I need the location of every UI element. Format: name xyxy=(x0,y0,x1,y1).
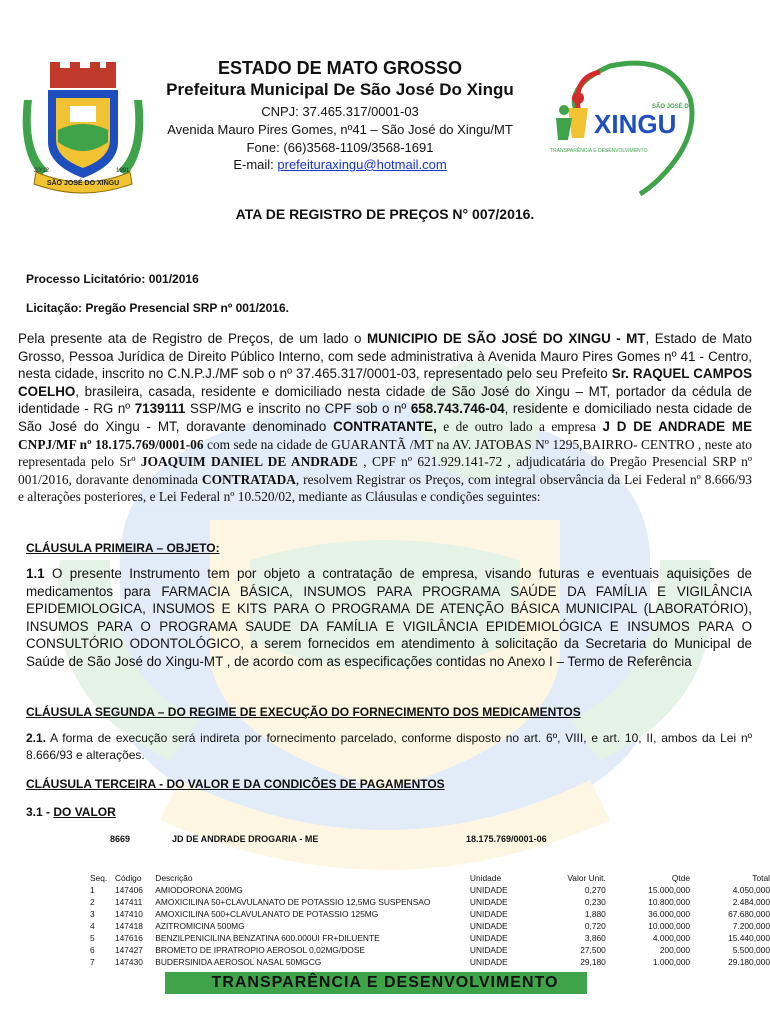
clause-3-title: CLÁUSULA TERCEIRA - DO VALOR E DA CONDICÕES DE PAGAMENTOS xyxy=(26,777,445,791)
logo-tagline: TRANSPARÊNCIA E DESENVOLVIMENTO xyxy=(550,148,648,154)
table-row: 7 147430 BUDERSINIDA AEROSOL NASAL 50MGCG UNIDADE 29,180 1.000,000 29.180,000 xyxy=(90,957,770,967)
table-row: 6 147427 BROMETO DE IPRATROPIO AEROSOL 0,02MG/DOSE UNIDADE 27,500 200,000 5.500,000 xyxy=(90,945,770,955)
table-row: 5 147616 BENZILPENICILINA BENZATINA 600.000UI FR+DILUENTE UNIDADE 3,860 4.000,000 15.440,000 xyxy=(90,933,770,943)
cnpj-line: CNPJ: 37.465.317/0001-03 xyxy=(261,104,419,119)
supplier-name: JD DE ANDRADE DROGARIA - ME xyxy=(172,834,319,844)
footer-slogan: TRANSPARÊNCIA E DESENVOLVIMENTO xyxy=(211,974,559,991)
email-link[interactable]: prefeituraxingu@hotmail.com xyxy=(277,157,447,172)
logo-small-text: SÃO JOSÉ DO xyxy=(652,104,694,110)
clause-1-text: 1.1 O presente Instrumento tem por objeto a contratação de empresa, visando futuras e eventuais aquisições de medicamentos para FARMACIA BÁSICA, INSUMOS PARA PROGRAMA SAÚDE DA FAMÍLIA E VIGILÂNCIA EPIDEMIOLOGICA, INSUMOS E KITS PARA O PROGRAMA DE ATENÇÃO BÁSICA MUNICIPAL (LABORATÓRIO), INSUMOS PARA O PROGRAMA SAUDE DA FAMÍLIA E VIGILÂNCIA EPIDEMIOLÓGICA E INSUMOS PARA O CONSULTÓRIO ODONTOLÓGICO, a serem fornecidos em atendimento à solicitação da Secretaria do Municipal de Saúde de São José do Xingu-MT , de acordo com as especificações contidas no Anexo I – Termo de Referência xyxy=(26,566,752,669)
crest-year-left: 20/12 xyxy=(34,168,50,174)
items-table xyxy=(90,872,770,968)
table-header: Seq. Código Descrição Unidade Valor Unit. Qtde Total xyxy=(90,873,770,883)
supplier-code: 8669 xyxy=(110,834,131,844)
email-label: E-mail: xyxy=(233,157,278,172)
table-row: 3 147410 AMOXICILINA 500+CLAVULANATO DE POTASSIO 125MG UNIDADE 1,880 36.000,000 67.680,000 xyxy=(90,909,770,919)
state-title: ESTADO DE MATO GROSSO xyxy=(217,58,463,78)
clause-2-text: 2.1. A forma de execução será indireta por fornecimento parcelado, conforme disposto no art. 6º, VIII, e art. 10, II, ambos da Lei nº 8.666/93 e alterações. xyxy=(26,731,752,762)
document-title: ATA DE REGISTRO DE PREÇOS N° 007/2016. xyxy=(235,206,535,222)
table-row: 2 147411 AMOXICILINA 50+CLAVULANATO DE POTASSIO 12,5MG SUSPENSAO UNIDADE 0,230 10.800,000 2.484,000 xyxy=(90,897,770,907)
phone-line: Fone: (66)3568-1109/3568-1691 xyxy=(246,140,434,155)
clause-2-title: CLÁUSULA SEGUNDA – DO REGIME DE EXECUÇÃO DO FORNECIMENTO DOS MEDICAMENTOS xyxy=(26,705,581,719)
bidding-number: Licitação: Pregão Presencial SRP nº 001/2016. xyxy=(26,301,289,315)
table-row: 4 147418 AZITROMICINA 500MG UNIDADE 0,720 10.000,000 7.200,000 xyxy=(90,921,770,931)
logo-big-text: XINGU xyxy=(594,109,677,139)
supplier-cnpj: 18.175.769/0001-06 xyxy=(466,834,547,844)
crest-banner: SÃO JOSÉ DO XINGU xyxy=(46,180,120,187)
value-subtitle: 3.1 - DO VALOR xyxy=(26,805,116,819)
municipal-crest xyxy=(18,60,148,200)
table-row: 1 147406 AMIODORONA 200MG UNIDADE 0,270 15.000,000 4.050,000 xyxy=(90,885,770,895)
crest-year-right: 1991 xyxy=(116,168,130,174)
address-line: Avenida Mauro Pires Gomes, nº41 – São José do Xingu/MT xyxy=(167,122,513,137)
xingu-logo xyxy=(540,58,700,198)
clause-1-title: CLÁUSULA PRIMEIRA – OBJETO: xyxy=(26,541,220,555)
intro-paragraph: Pela presente ata de Registro de Preços, de um lado o MUNICIPIO DE SÃO JOSÉ DO XINGU - MT, Estado de Mato Grosso, Pessoa Jurídica de Direito Público Interno, com sede administrativa à Avenida Mauro Pires Gomes nº 41 - Centro, nesta cidade, inscrito no C.N.P.J./MF sob o nº 37.465.317/0001-03, representado pelo seu Prefeito Sr. RAQUEL CAMPOS COELHO, brasileira, casada, residente e domiciliado nesta cidade de São José do Xingu – MT, portador da cédula de identidade - RG nº 7139111 SSP/MG e inscrito no CPF sob o nº 658.743.746-04, residente e domiciliado nesta cidade de São José do Xingu - MT, doravante denominado CONTRATANTE, e de outro lado a empresa J D DE ANDRADE ME CNPJ/MF nº 18.175.769/0001-06 com sede na cidade de GUARANTÃ /MT na AV. JATOBAS Nº 1295,BAIRRO- CENTRO , neste ato representada pelo Srº JOAQUIM DANIEL DE ANDRADE , CPF nº 621.929.141-72 , adjudicatária do Pregão Presencial SRP nº 001/2016, doravante denominada CONTRATADA, resolvem Registrar os Preços, com integral observância da Lei Federal nº 8.666/93 e alterações posteriores, e Lei Federal nº 10.520/02, mediante as Cláusulas e condições seguintes: xyxy=(18,331,753,505)
process-number: Processo Licitatório: 001/2016 xyxy=(26,272,199,286)
prefecture-title: Prefeitura Municipal De São José Do Xingu xyxy=(166,80,514,99)
email-line xyxy=(140,157,540,172)
